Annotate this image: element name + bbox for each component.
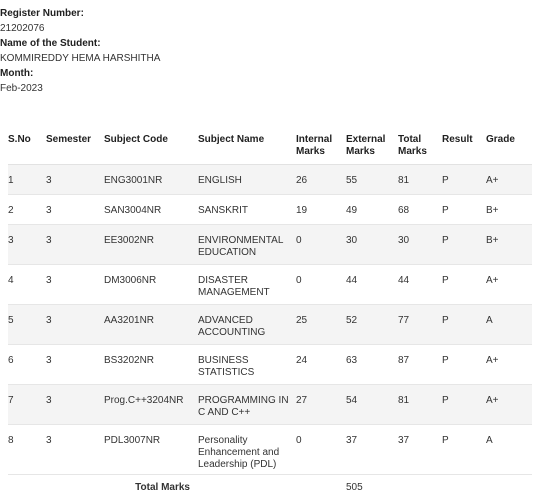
header-total-marks: Total Marks — [398, 124, 442, 165]
header-grade: Grade — [486, 124, 532, 165]
cell-total-marks: 87 — [398, 345, 442, 385]
cell-external-marks: 54 — [346, 385, 398, 425]
cell-semester: 3 — [46, 425, 104, 475]
cell-semester: 3 — [46, 195, 104, 225]
cell-subject-name: SANSKRIT — [198, 195, 296, 225]
cell-subject-code: Prog.C++3204NR — [104, 385, 198, 425]
cell-result: P — [442, 165, 486, 195]
cell-subject-name: DISASTER MANAGEMENT — [198, 265, 296, 305]
cell-semester: 3 — [46, 385, 104, 425]
table-row — [8, 165, 532, 195]
month-value: Feb-2023 — [0, 83, 43, 94]
cell-internal-marks: 27 — [296, 385, 346, 425]
cell-external-marks: 55 — [346, 165, 398, 195]
table-row — [8, 265, 532, 305]
cell-total-marks: 81 — [398, 385, 442, 425]
cell-internal-marks: 26 — [296, 165, 346, 195]
cell-semester: 3 — [46, 265, 104, 305]
cell-result: P — [442, 385, 486, 425]
total-marks-label: Total Marks — [8, 475, 198, 495]
cell-grade: A+ — [486, 265, 532, 305]
cell-subject-code: PDL3007NR — [104, 425, 198, 475]
cell-total-marks: 68 — [398, 195, 442, 225]
student-info — [0, 6, 160, 96]
student-name-label: Name of the Student: — [0, 38, 101, 49]
cell-subject-name: Personality Enhancement and Leadership (PDL) — [198, 425, 296, 475]
header-internal-marks: Internal Marks — [296, 124, 346, 165]
cell-grade: A+ — [486, 165, 532, 195]
cell-semester: 3 — [46, 305, 104, 345]
cell-total-marks: 81 — [398, 165, 442, 195]
cell-total-marks: 37 — [398, 425, 442, 475]
cell-result: P — [442, 195, 486, 225]
cell-subject-code: EE3002NR — [104, 225, 198, 265]
cell-external-marks: 49 — [346, 195, 398, 225]
cell-result: P — [442, 305, 486, 345]
cell-total-marks: 77 — [398, 305, 442, 345]
cell-result: P — [442, 225, 486, 265]
cell-sno: 2 — [8, 195, 46, 225]
cell-internal-marks: 19 — [296, 195, 346, 225]
cell-grade: A — [486, 305, 532, 345]
cell-result: P — [442, 345, 486, 385]
cell-internal-marks: 25 — [296, 305, 346, 345]
cell-grade: A+ — [486, 345, 532, 385]
cell-semester: 3 — [46, 225, 104, 265]
cell-internal-marks: 24 — [296, 345, 346, 385]
cell-total-marks: 44 — [398, 265, 442, 305]
cell-grade: A+ — [486, 385, 532, 425]
cell-subject-code: AA3201NR — [104, 305, 198, 345]
cell-sno: 8 — [8, 425, 46, 475]
header-semester: Semester — [46, 124, 104, 165]
table-row — [8, 345, 532, 385]
cell-subject-code: SAN3004NR — [104, 195, 198, 225]
cell-grade: B+ — [486, 225, 532, 265]
cell-external-marks: 30 — [346, 225, 398, 265]
cell-semester: 3 — [46, 345, 104, 385]
table-header-row — [8, 124, 532, 165]
cell-subject-code: BS3202NR — [104, 345, 198, 385]
cell-internal-marks: 0 — [296, 225, 346, 265]
month-label: Month: — [0, 68, 34, 79]
cell-external-marks: 63 — [346, 345, 398, 385]
table-row — [8, 385, 532, 425]
table-row — [8, 225, 532, 265]
table-row — [8, 425, 532, 475]
cell-external-marks: 44 — [346, 265, 398, 305]
cell-result: P — [442, 425, 486, 475]
total-marks-value: 505 — [346, 475, 398, 495]
cell-sno: 7 — [8, 385, 46, 425]
cell-subject-code: ENG3001NR — [104, 165, 198, 195]
student-name-value: KOMMIREDDY HEMA HARSHITHA — [0, 53, 161, 64]
header-subject-name: Subject Name — [198, 124, 296, 165]
cell-subject-name: BUSINESS STATISTICS — [198, 345, 296, 385]
cell-result: P — [442, 265, 486, 305]
cell-sno: 5 — [8, 305, 46, 345]
header-external-marks: External Marks — [346, 124, 398, 165]
cell-total-marks: 30 — [398, 225, 442, 265]
cell-grade: A — [486, 425, 532, 475]
cell-subject-name: PROGRAMMING IN C AND C++ — [198, 385, 296, 425]
header-subject-code: Subject Code — [104, 124, 198, 165]
cell-sno: 6 — [8, 345, 46, 385]
cell-external-marks: 37 — [346, 425, 398, 475]
cell-grade: B+ — [486, 195, 532, 225]
cell-subject-code: DM3006NR — [104, 265, 198, 305]
total-row — [8, 475, 532, 495]
cell-internal-marks: 0 — [296, 425, 346, 475]
cell-sno: 3 — [8, 225, 46, 265]
cell-semester: 3 — [46, 165, 104, 195]
table-row — [8, 305, 532, 345]
cell-subject-name: ENVIRONMENTAL EDUCATION — [198, 225, 296, 265]
cell-sno: 4 — [8, 265, 46, 305]
cell-sno: 1 — [8, 165, 46, 195]
register-number-label: Register Number: — [0, 8, 84, 19]
cell-subject-name: ENGLISH — [198, 165, 296, 195]
register-number-value: 21202076 — [0, 23, 45, 34]
header-result: Result — [442, 124, 486, 165]
header-sno: S.No — [8, 124, 46, 165]
cell-external-marks: 52 — [346, 305, 398, 345]
marks-table — [8, 124, 532, 494]
cell-internal-marks: 0 — [296, 265, 346, 305]
table-row — [8, 195, 532, 225]
cell-subject-name: ADVANCED ACCOUNTING — [198, 305, 296, 345]
